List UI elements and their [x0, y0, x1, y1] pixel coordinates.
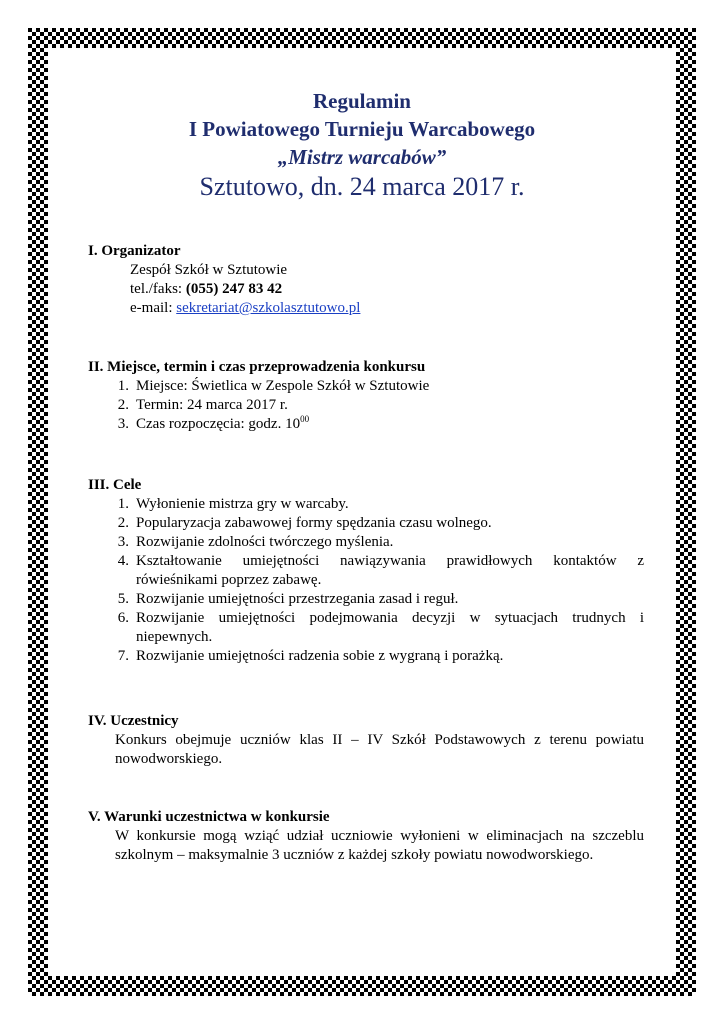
list-text: Wyłonienie mistrza gry w warcaby.: [136, 496, 349, 512]
organizer-phone: [88, 280, 644, 299]
list-item: [88, 590, 644, 609]
list-text: Popularyzacja zabawowej formy spędzania czasu wolnego.: [136, 515, 492, 531]
list-text: Rozwijanie zdolności twórczego myślenia.: [136, 534, 394, 550]
email-link[interactable]: sekretariat@szkolasztutowo.pl: [176, 300, 361, 316]
list-number: 5.: [117, 591, 129, 607]
place-time-list: [88, 377, 644, 434]
section-place-time: [88, 358, 644, 434]
start-time-text: Czas rozpoczęcia: godz. 10: [136, 416, 301, 432]
list-item: [88, 533, 644, 552]
list-text: Kształtowanie umiejętności nawiązywania prawidłowych kontaktów z rówieśnikami poprzez zabawę.: [136, 553, 644, 588]
doc-subtitle: I Powiatowego Turnieju Warcabowego: [188, 117, 536, 141]
goals-list: [88, 495, 644, 666]
list-number: 2.: [117, 515, 129, 531]
place-date: Sztutowo, dn. 24 marca 2017 r.: [199, 172, 525, 201]
list-number: 7.: [117, 648, 129, 664]
list-text: Miejsce: Świetlica w Zespole Szkół w Sztutowie: [136, 378, 430, 394]
section-heading: II. Miejsce, termin i czas przeprowadzenia konkursu: [88, 359, 426, 375]
list-number: 1.: [117, 378, 129, 394]
list-text: Rozwijanie umiejętności radzenia sobie z wygraną i porażką.: [136, 648, 504, 664]
phone-label: tel./faks:: [130, 281, 186, 297]
section-heading: V. Warunki uczestnictwa w konkursie: [88, 809, 330, 825]
tournament-name: „Mistrz warcabów”: [277, 145, 447, 169]
list-item: [88, 647, 644, 666]
section-participants: [88, 712, 644, 769]
email-label: e-mail:: [130, 300, 177, 316]
phone-value: (055) 247 83 42: [185, 281, 283, 297]
section-conditions: [88, 808, 644, 865]
section-goals: [88, 476, 644, 666]
list-number: 2.: [117, 397, 129, 413]
doc-title: Regulamin: [312, 89, 411, 113]
participants-text: Konkurs obejmuje uczniów klas II – IV Szkół Podstawowych z terenu powiatu nowodworskiego.: [115, 732, 644, 767]
organizer-email: [88, 299, 644, 318]
section-heading: I. Organizator: [88, 243, 181, 259]
section-organizer: [88, 242, 644, 318]
list-item: [88, 609, 644, 647]
list-item: [88, 396, 644, 415]
list-item: [88, 377, 644, 396]
section-heading: IV. Uczestnicy: [88, 713, 179, 729]
list-number: 4.: [117, 553, 129, 569]
list-text: Rozwijanie umiejętności podejmowania decyzji w sytuacjach trudnych i niepewnych.: [136, 610, 644, 645]
section-heading: III. Cele: [88, 477, 142, 493]
list-number: 1.: [117, 496, 129, 512]
list-number: 3.: [117, 416, 129, 432]
list-number: 3.: [117, 534, 129, 550]
list-item: [88, 552, 644, 590]
list-item: [88, 495, 644, 514]
start-time-minutes: 00: [300, 414, 310, 424]
list-item: [88, 514, 644, 533]
organizer-name: Zespół Szkół w Sztutowie: [130, 262, 288, 278]
list-text-with-time: [129, 415, 644, 434]
list-number: 6.: [117, 610, 129, 626]
list-text: Termin: 24 marca 2017 r.: [136, 397, 288, 413]
list-text: Rozwijanie umiejętności przestrzegania zasad i reguł.: [136, 591, 459, 607]
conditions-text: W konkursie mogą wziąć udział uczniowie wyłonieni w eliminacjach na szczeblu szkolnym – maksymalnie 3 uczniów z każdej szkoły powiatu nowodworskiego.: [115, 828, 644, 863]
list-item: [88, 415, 644, 434]
